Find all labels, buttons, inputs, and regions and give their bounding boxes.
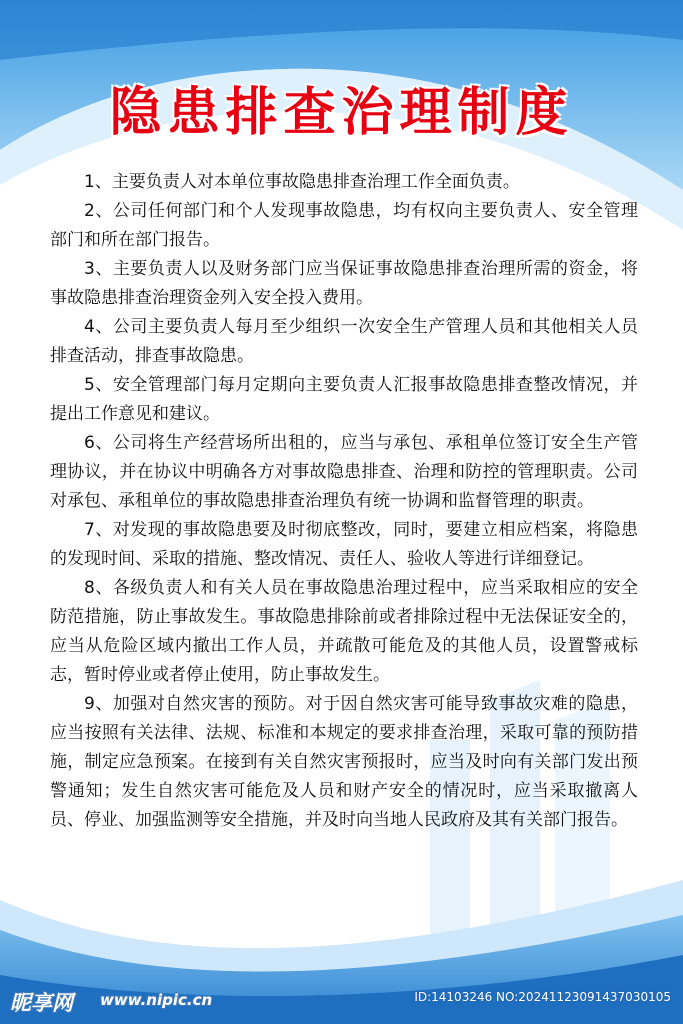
watermark-logo: 昵享网	[10, 991, 73, 1015]
document-title: 隐患排查治理制度	[109, 83, 574, 143]
watermark-id: ID:14103246 NO:20241123091437030105	[414, 990, 671, 1004]
paragraph-3: 3、主要负责人以及财务部门应当保证事故隐患排查治理所需的资金，将事故隐患排查治理资金列入安全投入费用。	[50, 259, 638, 308]
paragraph-9: 9、加强对自然灾害的预防。对于因自然灾害可能导致事故灾难的隐患，应当按照有关法律、法规、标准和本规定的要求排查治理，采取可靠的预防措施，制定应急预案。在接到有关自然灾害预报时，应当及时向有关部门发出预警通知；发生自然灾害可能危及人员和财产安全的情况时，应当采取撤离人员、停业、加强监测等安全措施，并及时向当地人民政府及其有关部门报告。	[50, 694, 638, 830]
paragraph-2: 2、公司任何部门和个人发现事故隐患，均有权向主要负责人、安全管理部门和所在部门报告。	[50, 201, 638, 250]
paragraph-8: 8、各级负责人和有关人员在事故隐患治理过程中，应当采取相应的安全防范措施，防止事故发生。事故隐患排除前或者排除过程中无法保证安全的，应当从危险区域内撤出工作人员，并疏散可能危及的其他人员，设置警戒标志，暂时停业或者停止使用，防止事故发生。	[50, 578, 638, 685]
paragraph-5: 5、安全管理部门每月定期向主要负责人汇报事故隐患排查整改情况，并提出工作意见和建议。	[50, 375, 638, 424]
paragraph-1: 1、主要负责人对本单位事故隐患排查治理工作全面负责。	[84, 172, 520, 192]
paragraph-4: 4、公司主要负责人每月至少组织一次安全生产管理人员和其他相关人员排查活动，排查事故隐患。	[50, 317, 638, 366]
paragraph-6: 6、公司将生产经营场所出租的，应当与承包、承租单位签订安全生产管理协议，并在协议中明确各方对事故隐患排查、治理和防控的管理职责。公司对承包、承租单位的事故隐患排查治理负有统一协调和监督管理的职责。	[50, 433, 638, 511]
paragraph-7: 7、对发现的事故隐患要及时彻底整改，同时，要建立相应档案，将隐患的发现时间、采取的措施、整改情况、责任人、验收人等进行详细登记。	[50, 520, 638, 569]
document-body	[50, 168, 638, 835]
watermark-url: www.nipic.cn	[100, 991, 213, 1009]
